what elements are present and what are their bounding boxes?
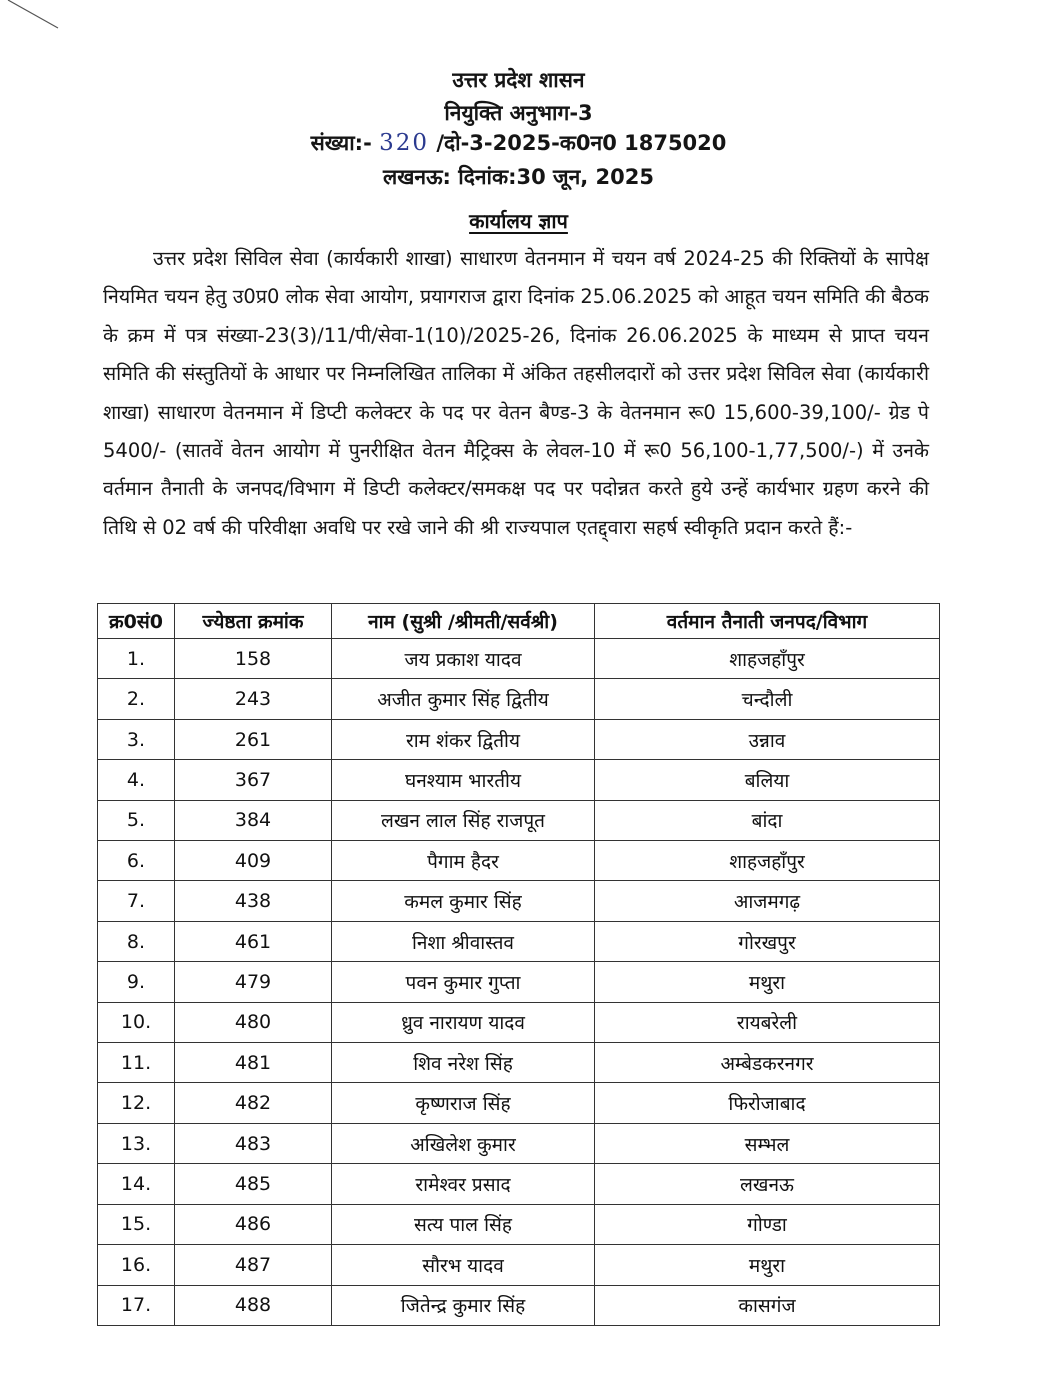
row-posting: मथुरा: [595, 962, 940, 1002]
row-posting: फिरोजाबाद: [595, 1083, 940, 1123]
col-name: नाम (सुश्री /श्रीमती/सर्वश्री): [332, 604, 595, 639]
row-name: अखिलेश कुमार: [332, 1123, 595, 1163]
row-name: पैगाम हैदर: [332, 841, 595, 881]
row-seniority: 486: [175, 1204, 332, 1244]
row-posting: लखनऊ: [595, 1164, 940, 1204]
row-serial: 11.: [98, 1043, 175, 1083]
row-serial: 3.: [98, 719, 175, 759]
scan-corner-mark: [0, 0, 80, 40]
row-posting: अम्बेडकरनगर: [595, 1043, 940, 1083]
row-name: राम शंकर द्वितीय: [332, 719, 595, 759]
row-name: शिव नरेश सिंह: [332, 1043, 595, 1083]
row-posting: बलिया: [595, 760, 940, 800]
row-posting: कासगंज: [595, 1285, 940, 1326]
row-serial: 16.: [98, 1245, 175, 1285]
row-seniority: 409: [175, 841, 332, 881]
row-name: कमल कुमार सिंह: [332, 881, 595, 921]
government-title: उत्तर प्रदेश शासन: [452, 68, 585, 92]
row-serial: 9.: [98, 962, 175, 1002]
reference-suffix: /दो-3-2025-क0न0 1875020: [436, 131, 727, 155]
row-posting: शाहजहाँपुर: [595, 639, 940, 679]
place-date: लखनऊ: दिनांक:30 जून, 2025: [383, 165, 654, 189]
row-posting: उन्नाव: [595, 719, 940, 759]
reference-number: [0, 129, 1037, 157]
row-serial: 1.: [98, 639, 175, 679]
promotion-table: [97, 603, 940, 1326]
row-seniority: 479: [175, 962, 332, 1002]
table-row: [98, 679, 940, 719]
row-serial: 10.: [98, 1002, 175, 1042]
row-seniority: 483: [175, 1123, 332, 1163]
row-name: रामेश्वर प्रसाद: [332, 1164, 595, 1204]
row-name: सौरभ यादव: [332, 1245, 595, 1285]
table-row: [98, 1204, 940, 1244]
row-serial: 17.: [98, 1285, 175, 1326]
row-serial: 15.: [98, 1204, 175, 1244]
row-serial: 13.: [98, 1123, 175, 1163]
memo-paragraph: उत्तर प्रदेश सिविल सेवा (कार्यकारी शाखा) साधारण वेतनमान में चयन वर्ष 2024-25 की रिक्तियों के सापेक्ष नियमित चयन हेतु उ0प्र0 लोक सेवा आयोग, प्रयागराज द्वारा दिनांक 25.06.2025 को आहूत चयन समिति की बैठक के क्रम में पत्र संख्या-23(3)/11/पी/सेवा-1(10)/2025-26, दिनांक 26.06.2025 के माध्यम से प्राप्त चयन समिति की संस्तुतियों के आधार पर निम्नलिखित तालिका में अंकित तहसीलदारों को उत्तर प्रदेश सिविल सेवा (कार्यकारी शाखा) साधारण वेतनमान में डिप्टी कलेक्टर के पद पर वेतन बैण्ड-3 के वेतनमान रू0 15,600-39,100/- ग्रेड पे 5400/- (सातवें वेतन आयोग में पुनरीक्षित वेतन मैट्रिक्स के लेवल-10 में रू0 56,100-1,77,500/-) में उनके वर्तमान तैनाती के जनपद/विभाग में डिप्टी कलेक्टर/समकक्ष पद पर पदोन्नत करते हुये उन्हें कार्यभार ग्रहण करने की तिथि से 02 वर्ष की परिवीक्षा अवधि पर रखे जाने की श्री राज्यपाल एतद्द्वारा सहर्ष स्वीकृति प्रदान करते हैं:-: [103, 247, 929, 539]
row-posting: चन्दौली: [595, 679, 940, 719]
reference-prefix: संख्या:-: [310, 131, 372, 155]
row-seniority: 384: [175, 800, 332, 840]
row-posting: मथुरा: [595, 1245, 940, 1285]
row-seniority: 487: [175, 1245, 332, 1285]
table-row: [98, 1083, 940, 1123]
table-row: [98, 1285, 940, 1326]
row-seniority: 367: [175, 760, 332, 800]
row-seniority: 243: [175, 679, 332, 719]
table-row: [98, 1164, 940, 1204]
row-name: घनश्याम भारतीय: [332, 760, 595, 800]
table-row: [98, 639, 940, 679]
row-serial: 2.: [98, 679, 175, 719]
row-seniority: 158: [175, 639, 332, 679]
row-seniority: 261: [175, 719, 332, 759]
row-seniority: 485: [175, 1164, 332, 1204]
memo-body: [103, 240, 929, 547]
table-row: [98, 800, 940, 840]
table-row: [98, 881, 940, 921]
row-seniority: 482: [175, 1083, 332, 1123]
row-name: जितेन्द्र कुमार सिंह: [332, 1285, 595, 1326]
row-serial: 4.: [98, 760, 175, 800]
handwritten-number: 320: [379, 130, 430, 156]
row-serial: 5.: [98, 800, 175, 840]
row-name: कृष्णराज सिंह: [332, 1083, 595, 1123]
row-posting: गोण्डा: [595, 1204, 940, 1244]
row-serial: 12.: [98, 1083, 175, 1123]
table-row: [98, 719, 940, 759]
row-posting: सम्भल: [595, 1123, 940, 1163]
row-name: ध्रुव नारायण यादव: [332, 1002, 595, 1042]
table-header-row: [98, 604, 940, 639]
row-posting: गोरखपुर: [595, 921, 940, 961]
row-posting: आजमगढ़: [595, 881, 940, 921]
table-row: [98, 760, 940, 800]
row-posting: शाहजहाँपुर: [595, 841, 940, 881]
row-serial: 14.: [98, 1164, 175, 1204]
row-name: सत्य पाल सिंह: [332, 1204, 595, 1244]
col-serial: क्र0सं0: [98, 604, 175, 639]
row-posting: रायबरेली: [595, 1002, 940, 1042]
row-name: निशा श्रीवास्तव: [332, 921, 595, 961]
table-row: [98, 1123, 940, 1163]
row-seniority: 481: [175, 1043, 332, 1083]
row-serial: 7.: [98, 881, 175, 921]
row-name: जय प्रकाश यादव: [332, 639, 595, 679]
row-name: लखन लाल सिंह राजपूत: [332, 800, 595, 840]
table-row: [98, 1245, 940, 1285]
table-row: [98, 841, 940, 881]
memo-subject: कार्यालय ज्ञाप: [469, 209, 568, 233]
col-seniority: ज्येष्ठता क्रमांक: [175, 604, 332, 639]
table-row: [98, 1002, 940, 1042]
row-posting: बांदा: [595, 800, 940, 840]
row-seniority: 461: [175, 921, 332, 961]
row-seniority: 438: [175, 881, 332, 921]
row-name: अजीत कुमार सिंह द्वितीय: [332, 679, 595, 719]
table-row: [98, 962, 940, 1002]
table-row: [98, 921, 940, 961]
row-seniority: 480: [175, 1002, 332, 1042]
section-title: नियुक्ति अनुभाग-3: [444, 101, 593, 125]
table-row: [98, 1043, 940, 1083]
row-serial: 8.: [98, 921, 175, 961]
row-seniority: 488: [175, 1285, 332, 1326]
row-name: पवन कुमार गुप्ता: [332, 962, 595, 1002]
col-posting: वर्तमान तैनाती जनपद/विभाग: [595, 604, 940, 639]
row-serial: 6.: [98, 841, 175, 881]
